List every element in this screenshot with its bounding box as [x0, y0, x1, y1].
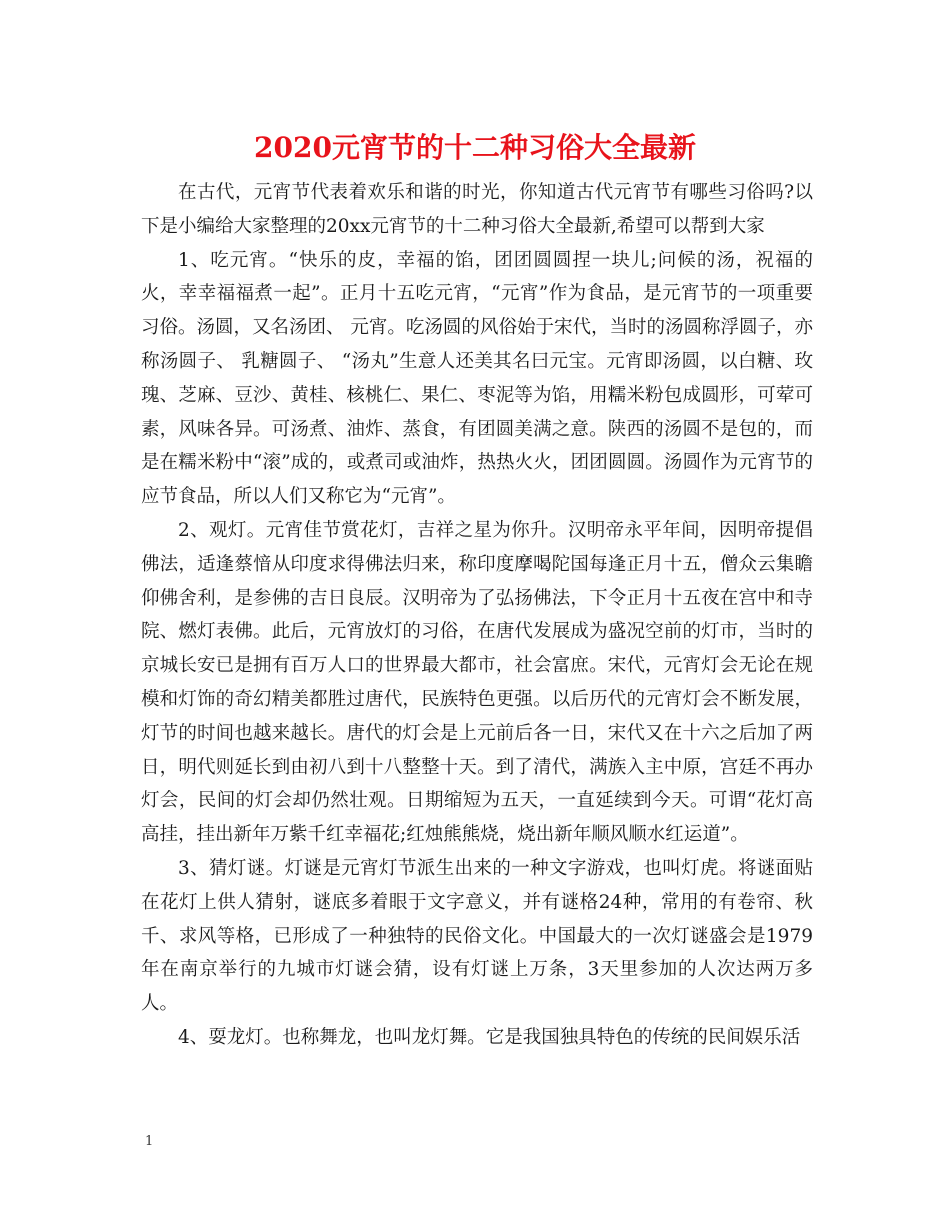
custom-paragraph-view-lanterns: 2、观灯。元宵佳节赏花灯，吉祥之星为你升。汉明帝永平年间，因明帝提倡佛法，适逢蔡愔从印度求得佛法归来，称印度摩喝陀国每逢正月十五，僧众云集瞻仰佛舍利，是参佛的吉日良辰。汉明帝为了弘扬佛法，下令正月十五夜在宫中和寺院、燃灯表佛。此后，元宵放灯的习俗，在唐代发展成为盛况空前的灯市，当时的京城长安已是拥有百万人口的世界最大都市，社会富庶。宋代，元宵灯会无论在规模和灯饰的奇幻精美都胜过唐代，民族特色更强。以后历代的元宵灯会不断发展，灯节的时间也越来越长。唐代的灯会是上元前后各一日，宋代又在十六之后加了两日，明代则延长到由初八到十八整整十天。到了清代，满族入主中原，宫廷不再办灯会，民间的灯会却仍然壮观。日期缩短为五天，一直延续到今天。可谓“花灯高高挂，挂出新年万紫千红幸福花;红烛熊熊烧，烧出新年顺风顺水红运道”。	[141, 519, 813, 846]
intro-paragraph: 在古代，元宵节代表着欢乐和谐的时光，你知道古代元宵节有哪些习俗吗?以下是小编给大家整理的20xx元宵节的十二种习俗大全最新,希望可以帮到大家	[141, 182, 813, 237]
custom-paragraph-dragon-lantern: 4、耍龙灯。也称舞龙，也叫龙灯舞。它是我国独具特色的传统的民间娱乐活	[178, 1026, 801, 1048]
custom-paragraph-eat-yuanxiao: 1、吃元宵。“快乐的皮，幸福的馅，团团圆圆捏一块儿;问候的汤，祝福的火，幸幸福福煮一起”。正月十五吃元宵，“元宵”作为食品，是元宵节的一项重要习俗。汤圆，又名汤团、 元宵。吃汤圆的风俗始于宋代，当时的汤圆称浮圆子，亦称汤圆子、 乳糖圆子、 “汤丸”生意人还美其名曰元宝。元宵即汤圆，以白糖、玫瑰、芝麻、豆沙、黄桂、核桃仁、果仁、枣泥等为馅，用糯米粉包成圆形，可荤可素，风味各异。可汤煮、油炸、蒸食，有团圆美满之意。陕西的汤圆不是包的，而是在糯米粉中“滚”成的，或煮司或油炸，热热火火，团团圆圆。汤圆作为元宵节的应节食品，所以人们又称它为“元宵”。	[141, 249, 813, 508]
document-title: 2020元宵节的十二种习俗大全最新	[254, 131, 696, 164]
document-body	[141, 176, 813, 1055]
custom-paragraph-lantern-riddles: 3、猜灯谜。灯谜是元宵灯节派生出来的一种文字游戏，也叫灯虎。将谜面贴在花灯上供人猜射，谜底多着眼于文字意义，并有谜格24种，常用的有卷帘、秋千、求风等格，已形成了一种独特的民俗文化。中国最大的一次灯谜盛会是1979年在南京举行的九城市灯谜会猜，设有灯谜上万条，3天里参加的人次达两万多人。	[141, 857, 813, 1015]
page-number: 1	[145, 1134, 154, 1149]
